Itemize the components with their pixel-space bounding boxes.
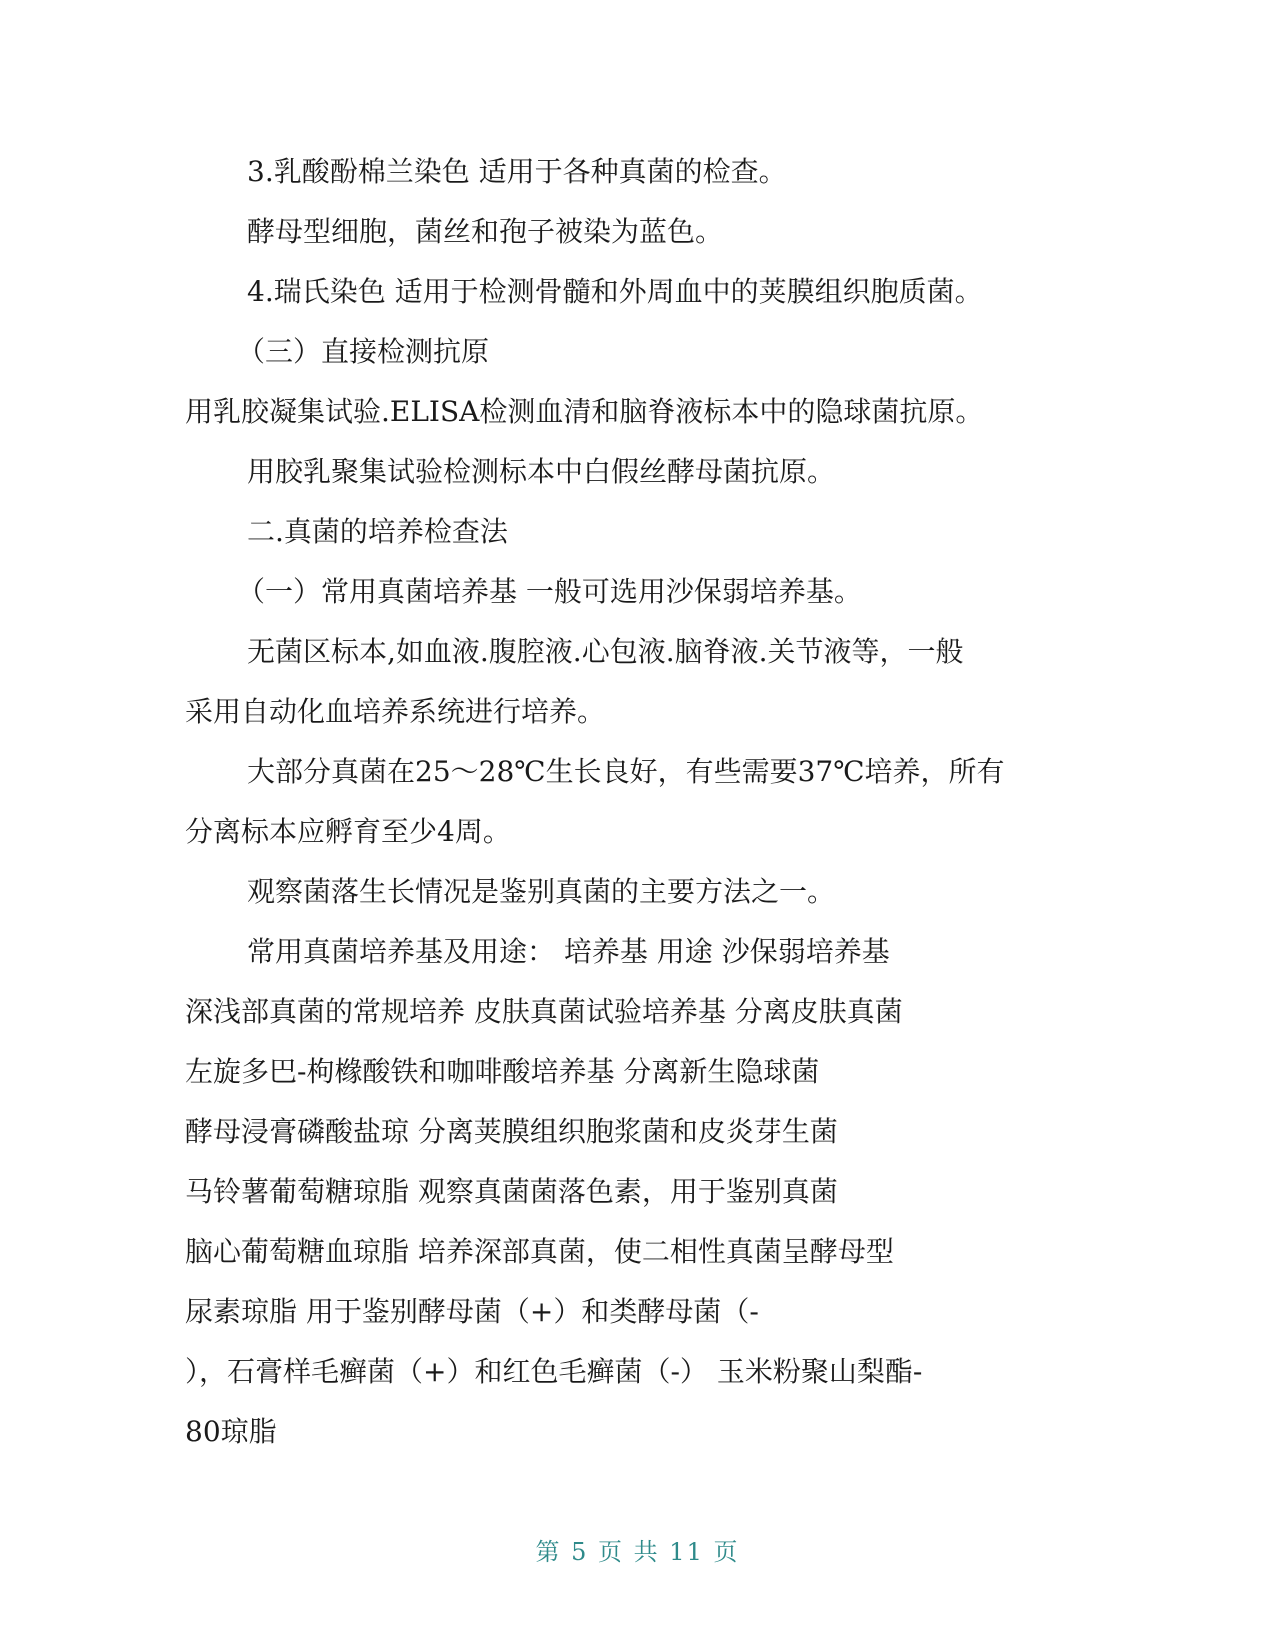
paragraph-yeast-cells: 酵母型细胞，菌丝和孢子被染为蓝色。 xyxy=(247,215,724,248)
media-line-5: 脑心葡萄糖血琼脂 培养深部真菌，使二相性真菌呈酵母型 xyxy=(185,1235,894,1268)
media-line-2: 左旋多巴-枸橼酸铁和咖啡酸培养基 分离新生隐球菌 xyxy=(185,1055,820,1088)
media-line-4: 马铃薯葡萄糖琼脂 观察真菌菌落色素，用于鉴别真菌 xyxy=(185,1175,838,1208)
paragraph-sterile-specimens: 无菌区标本,如血液.腹腔液.心包液.脑脊液.关节液等，一般 xyxy=(247,635,964,668)
paragraph-media-uses: 常用真菌培养基及用途： 培养基 用途 沙保弱培养基 xyxy=(247,935,890,968)
document-body xyxy=(185,142,1085,1462)
media-line-1: 深浅部真菌的常规培养 皮肤真菌试验培养基 分离皮肤真菌 xyxy=(185,995,903,1028)
paragraph-lactophenol-stain: 3.乳酸酚棉兰染色 适用于各种真菌的检查。 xyxy=(247,155,787,188)
paragraph-sterile-specimens-cont: 采用自动化血培养系统进行培养。 xyxy=(185,695,606,728)
paragraph-temperature: 大部分真菌在25～28℃生长良好，有些需要37℃培养，所有 xyxy=(247,755,1005,788)
paragraph-wright-stain: 4.瑞氏染色 适用于检测骨髓和外周血中的荚膜组织胞质菌。 xyxy=(247,275,983,308)
heading-antigen-detection: （三）直接检测抗原 xyxy=(237,335,490,368)
media-line-7: ），石膏样毛癣菌（+）和红色毛癣菌（-） 玉米粉聚山梨酯- xyxy=(185,1355,923,1388)
paragraph-temperature-cont: 分离标本应孵育至少4周。 xyxy=(185,815,511,848)
media-line-3: 酵母浸膏磷酸盐琼 分离荚膜组织胞浆菌和皮炎芽生菌 xyxy=(185,1115,838,1148)
paragraph-colony-observation: 观察菌落生长情况是鉴别真菌的主要方法之一。 xyxy=(247,875,836,908)
paragraph-latex-candida: 用胶乳聚集试验检测标本中白假丝酵母菌抗原。 xyxy=(247,455,836,488)
page-number-footer: 第 5 页 共 11 页 xyxy=(535,1538,740,1566)
heading-culture-methods: 二.真菌的培养检查法 xyxy=(247,515,508,548)
media-line-6: 尿素琼脂 用于鉴别酵母菌（+）和类酵母菌（- xyxy=(185,1295,759,1328)
paragraph-latex-elisa: 用乳胶凝集试验.ELISA检测血清和脑脊液标本中的隐球菌抗原。 xyxy=(185,395,984,428)
media-line-8: 80琼脂 xyxy=(185,1415,277,1448)
heading-common-media: （一）常用真菌培养基 一般可选用沙保弱培养基。 xyxy=(237,575,862,608)
